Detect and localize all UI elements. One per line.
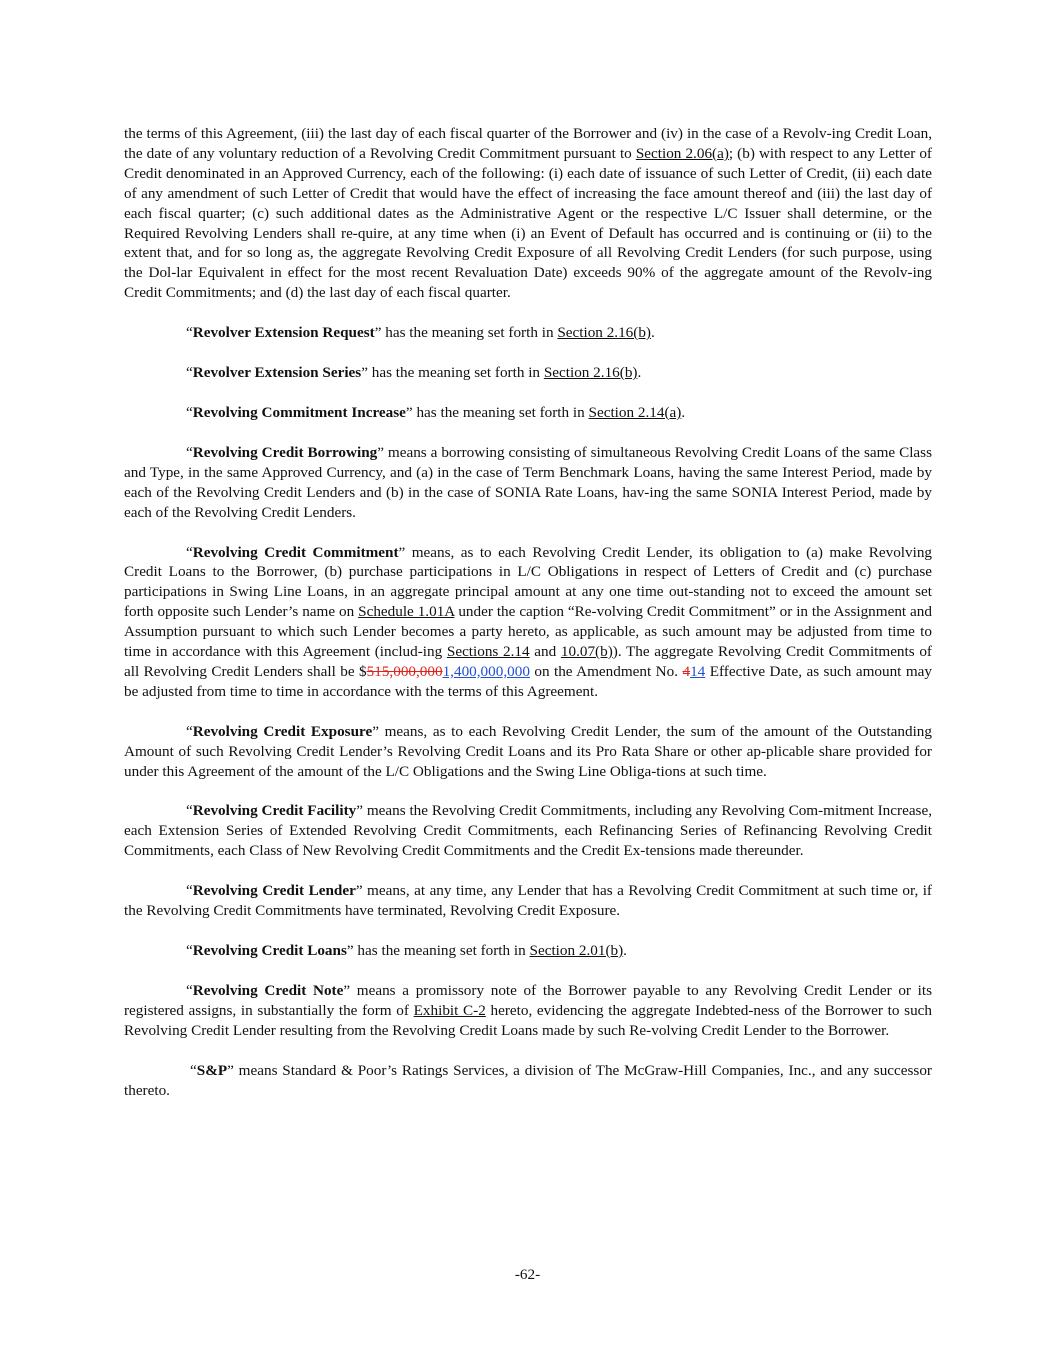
section-reference: Section 2.16(b): [543, 364, 638, 382]
defined-term: S&P: [196, 1061, 228, 1079]
definition-revolving-commitment-increase: “Revolving Commitment Increase” has the meaning set forth in Section 2.14(a).: [186, 403, 686, 421]
defined-term: Revolving Credit Loans: [192, 942, 347, 959]
section-reference: Sections 2.14: [446, 643, 530, 661]
defined-term: Revolving Credit Commitment: [192, 543, 399, 561]
inserted-text: 14: [690, 662, 706, 680]
defined-term: Revolving Commitment Increase: [192, 403, 406, 421]
page-number: -62-: [514, 1266, 541, 1283]
definition-continuation-paragraph: the terms of this Agreement, (iii) the last day of each fiscal quarter of the Borrower and (iv) in the case of a Revolv-ing Credit Loan, the date of any voluntary reduction of a Revolving Credit Commitment pursuant to Section 2.06(a); (b) with respect to any Letter of Credit denominated in an Approved Currency, each of the following: (i) each date of issuance of such Letter of Credit, (ii) each date of any amendment of such Letter of Credit that would have the effect of increasing the face amount thereof and (iii) the last day of each fiscal quarter; (c) such additional dates as the Administrative Agent or the respective L/C Issuer shall determine, or the Required Revolving Lenders shall re-quire, at any time when (i) an Event of Default has occurred and is continuing or (ii) to the extent that, and for so long as, the aggregate Revolving Credit Exposure of all Revolving Credit Lenders (for such purpose, using the Dol-lar Equivalent in effect for the most recent Revaluation Date) exceeds 90% of the aggregate amount of the Revolv-ing Credit Commitments; and (d) the last day of each fiscal quarter.: [124, 125, 932, 302]
defined-term: Revolver Extension Series: [192, 364, 362, 382]
document-page: [124, 124, 932, 1100]
definition-revolving-credit-borrowing: “Revolving Credit Borrowing” means a borrowing consisting of simultaneous Revolving Credit Loans of the same Class and Type, in the same Approved Currency, and (a) in the case of Term Benchmark Loans, having the same Interest Period, made by each of the Revolving Credit Lenders and (b) in the case of SONIA Rate Loans, hav-ing the same SONIA Interest Period, made by each of the Revolving Credit Lenders.: [124, 443, 932, 521]
defined-term: Revolving Credit Exposure: [192, 722, 373, 740]
section-reference: Section 2.06(a): [635, 144, 729, 162]
definition-revolving-credit-lender: “Revolving Credit Lender” means, at any time, any Lender that has a Revolving Credit Commitment at such time or, if the Revolving Credit Commitments have terminated, Revolving Credit Exposure.: [124, 882, 932, 920]
section-reference: Section 2.14(a): [588, 403, 682, 421]
definition-s-and-p: “S&P” means Standard & Poor’s Ratings Services, a division of The McGraw-Hill Companies, Inc., and any successor thereto.: [124, 1061, 932, 1099]
section-reference: 10.07(b): [560, 643, 613, 661]
defined-term: Revolver Extension Request: [192, 324, 375, 342]
defined-term: Revolving Credit Note: [192, 981, 344, 999]
section-reference: Section 2.16(b): [557, 324, 651, 342]
definition-revolving-credit-loans: “Revolving Credit Loans” has the meaning set forth in Section 2.01(b).: [186, 942, 627, 959]
definition-revolving-credit-note: “Revolving Credit Note” means a promissory note of the Borrower payable to any Revolving Credit Lender or its registered assigns, in substantially the form of Exhibit C-2 hereto, evidencing the aggregate Indebted-ness of the Borrower to such Revolving Credit Lender resulting from the Revolving Credit Loans made by such Re-volving Credit Lender to the Borrower.: [124, 981, 933, 1039]
inserted-text: 1,400,000,000: [442, 662, 530, 680]
defined-term: Revolving Credit Lender: [192, 882, 356, 900]
definition-revolving-credit-commitment: “Revolving Credit Commitment” means, as to each Revolving Credit Lender, its obligation to (a) make Revolving Credit Loans to the Borrower, (b) purchase participations in L/C Obligations in respect of Letters of Credit and (c) purchase participations in Swing Line Loans, in an aggregate principal amount at any one time out-standing not to exceed the amount set forth opposite such Lender’s name on Schedule 1.01A under the caption “Re-volving Credit Commitment” or in the Assignment and Assumption pursuant to which such Lender becomes a party hereto, as applicable, as such amount may be adjusted from time to time in accordance with this Agreement (includ-ing Sections 2.14 and 10.07(b)). The aggregate Revolving Credit Commitments of all Revolving Credit Lenders shall be $515,000,0001,400,000,000 on the Amendment No. 414 Effective Date, as such amount may be adjusted from time to time in accordance with the terms of this Agreement.: [124, 543, 933, 700]
deleted-text: 515,000,000: [366, 662, 443, 680]
deleted-text: 4: [682, 662, 691, 680]
section-reference: Section 2.01(b): [529, 942, 624, 959]
defined-term: Revolving Credit Facility: [192, 802, 357, 820]
defined-term: Revolving Credit Borrowing: [192, 443, 378, 461]
exhibit-reference: Exhibit C-2: [413, 1001, 486, 1019]
schedule-reference: Schedule 1.01A: [358, 603, 455, 621]
definition-revolver-extension-request: “Revolver Extension Request” has the meaning set forth in Section 2.16(b).: [186, 324, 655, 342]
definition-revolving-credit-facility: “Revolving Credit Facility” means the Revolving Credit Commitments, including any Revolving Com-mitment Increase, each Extension Series of Extended Revolving Credit Commitments, each Refinancing Series of Refinancing Revolving Credit Commitments, each Class of New Revolving Credit Commitments and the Credit Ex-tensions made thereunder.: [124, 802, 933, 860]
definition-revolving-credit-exposure: “Revolving Credit Exposure” means, as to each Revolving Credit Lender, the sum of the amount of the Outstanding Amount of such Revolving Credit Lender’s Revolving Credit Loans and its Pro Rata Share or other ap-plicable share provided for under this Agreement of the amount of the L/C Obligations and the Swing Line Obliga-tions at such time.: [124, 722, 932, 780]
definition-revolver-extension-series: “Revolver Extension Series” has the meaning set forth in Section 2.16(b).: [186, 364, 642, 382]
